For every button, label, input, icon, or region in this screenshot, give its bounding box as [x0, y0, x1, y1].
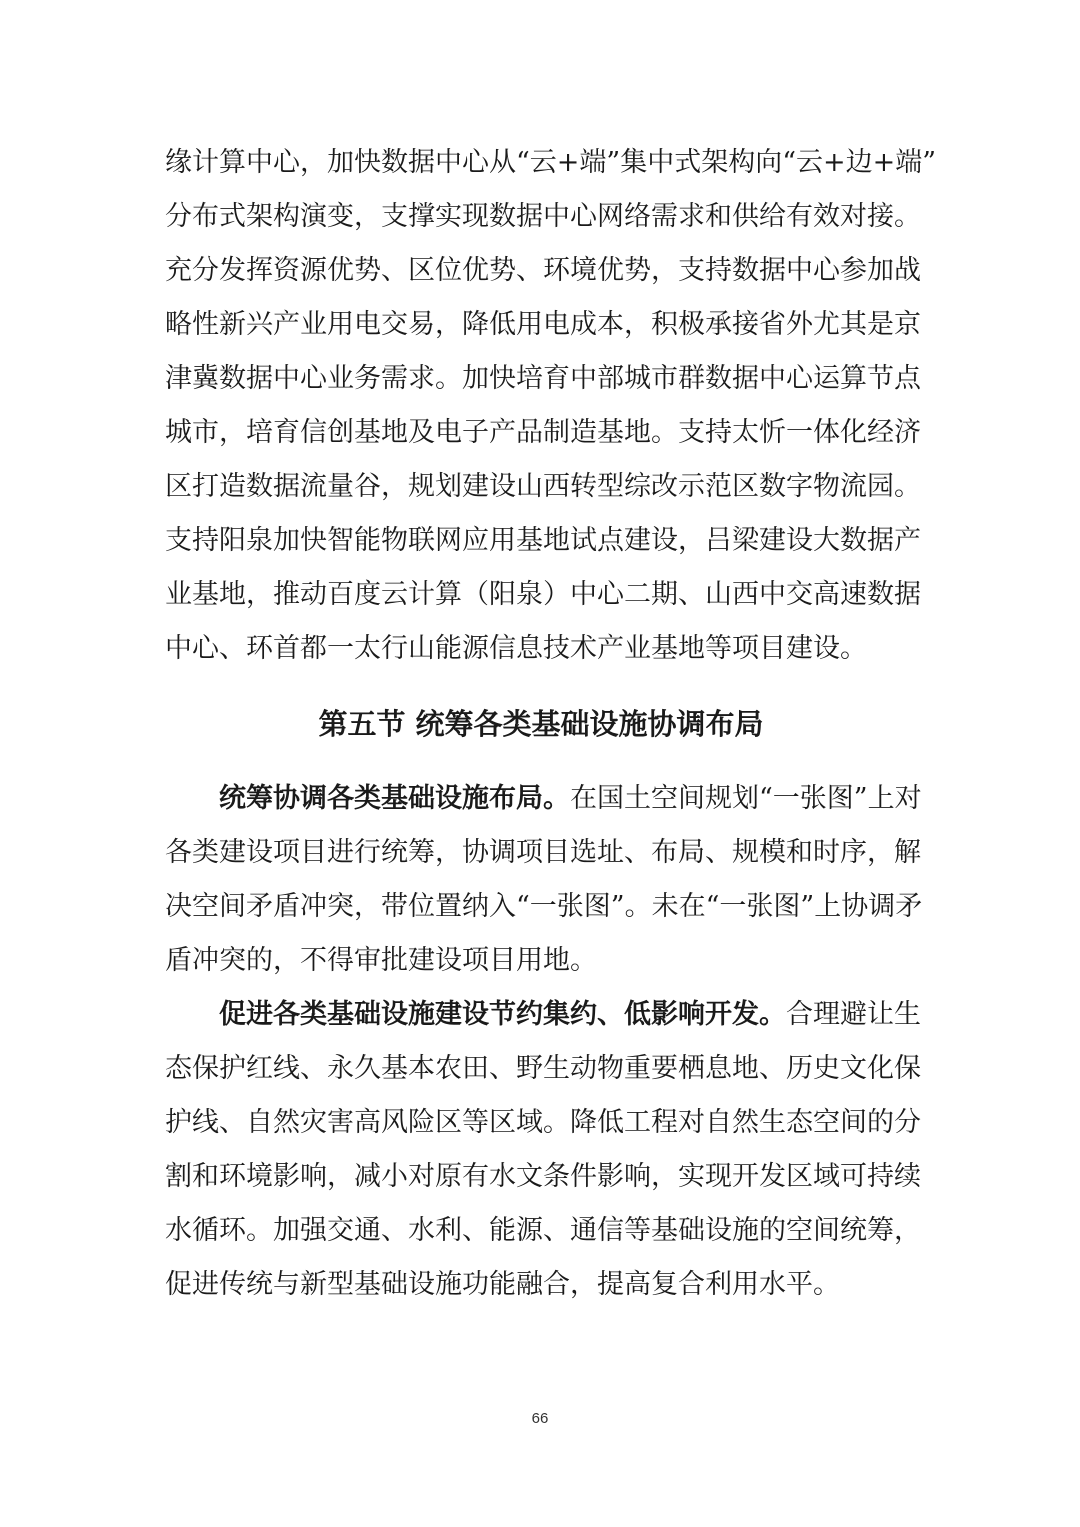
page-number: 66 [531, 1410, 549, 1427]
paragraph-coordinate-layout [165, 772, 923, 988]
text-line: 盾冲突的，不得审批建设项目用地。 [165, 945, 597, 976]
text-line: 护线、自然灾害高风险区等区域。降低工程对自然生态空间的分 [165, 1107, 921, 1138]
text-line: 割和环境影响，减小对原有水文条件影响，实现开发区域可持续 [165, 1161, 921, 1192]
text-line: 业基地，推动百度云计算（阳泉）中心二期、山西中交高速数据 [165, 579, 921, 610]
text-line-first [165, 772, 922, 826]
paragraph-lead: 促进各类基础设施建设节约集约、低影响开发。 [219, 999, 786, 1030]
text-line: 充分发挥资源优势、区位优势、环境优势，支持数据中心参加战 [165, 255, 921, 286]
text-line: 支持阳泉加快智能物联网应用基地试点建设，吕梁建设大数据产 [165, 525, 921, 556]
paragraph-low-impact-development [165, 988, 921, 1312]
paragraph-data-center [165, 136, 937, 676]
text-line: 城市，培育信创基地及电子产品制造基地。支持太忻一体化经济 [165, 417, 921, 448]
text-line: 缘计算中心，加快数据中心从“云+端”集中式架构向“云+边+端” [165, 147, 937, 178]
section-heading: 第五节 统筹各类基础设施协调布局 [318, 707, 764, 741]
text-line: 区打造数据流量谷，规划建设山西转型综改示范区数字物流园。 [165, 471, 921, 502]
document-body [165, 136, 937, 1312]
paragraph-lead-rest: 合理避让生 [786, 999, 921, 1030]
text-line: 分布式架构演变，支撑实现数据中心网络需求和供给有效对接。 [165, 201, 921, 232]
text-line: 促进传统与新型基础设施功能融合，提高复合利用水平。 [165, 1269, 840, 1300]
text-line: 中心、环首都一太行山能源信息技术产业基地等项目建设。 [165, 633, 867, 664]
text-line: 态保护红线、永久基本农田、野生动物重要栖息地、历史文化保 [165, 1053, 921, 1084]
text-line: 水循环。加强交通、水利、能源、通信等基础设施的空间统筹， [165, 1215, 921, 1246]
paragraph-lead: 统筹协调各类基础设施布局。 [219, 783, 570, 814]
text-line: 决空间矛盾冲突，带位置纳入“一张图”。未在“一张图”上协调矛 [165, 891, 923, 922]
text-line-first [165, 988, 921, 1042]
text-line: 略性新兴产业用电交易，降低用电成本，积极承接省外尤其是京 [165, 309, 921, 340]
text-line: 津冀数据中心业务需求。加快培育中部城市群数据中心运算节点 [165, 363, 921, 394]
paragraph-lead-rest: 在国土空间规划“一张图”上对 [570, 783, 922, 814]
text-line: 各类建设项目进行统筹，协调项目选址、布局、规模和时序，解 [165, 837, 921, 868]
